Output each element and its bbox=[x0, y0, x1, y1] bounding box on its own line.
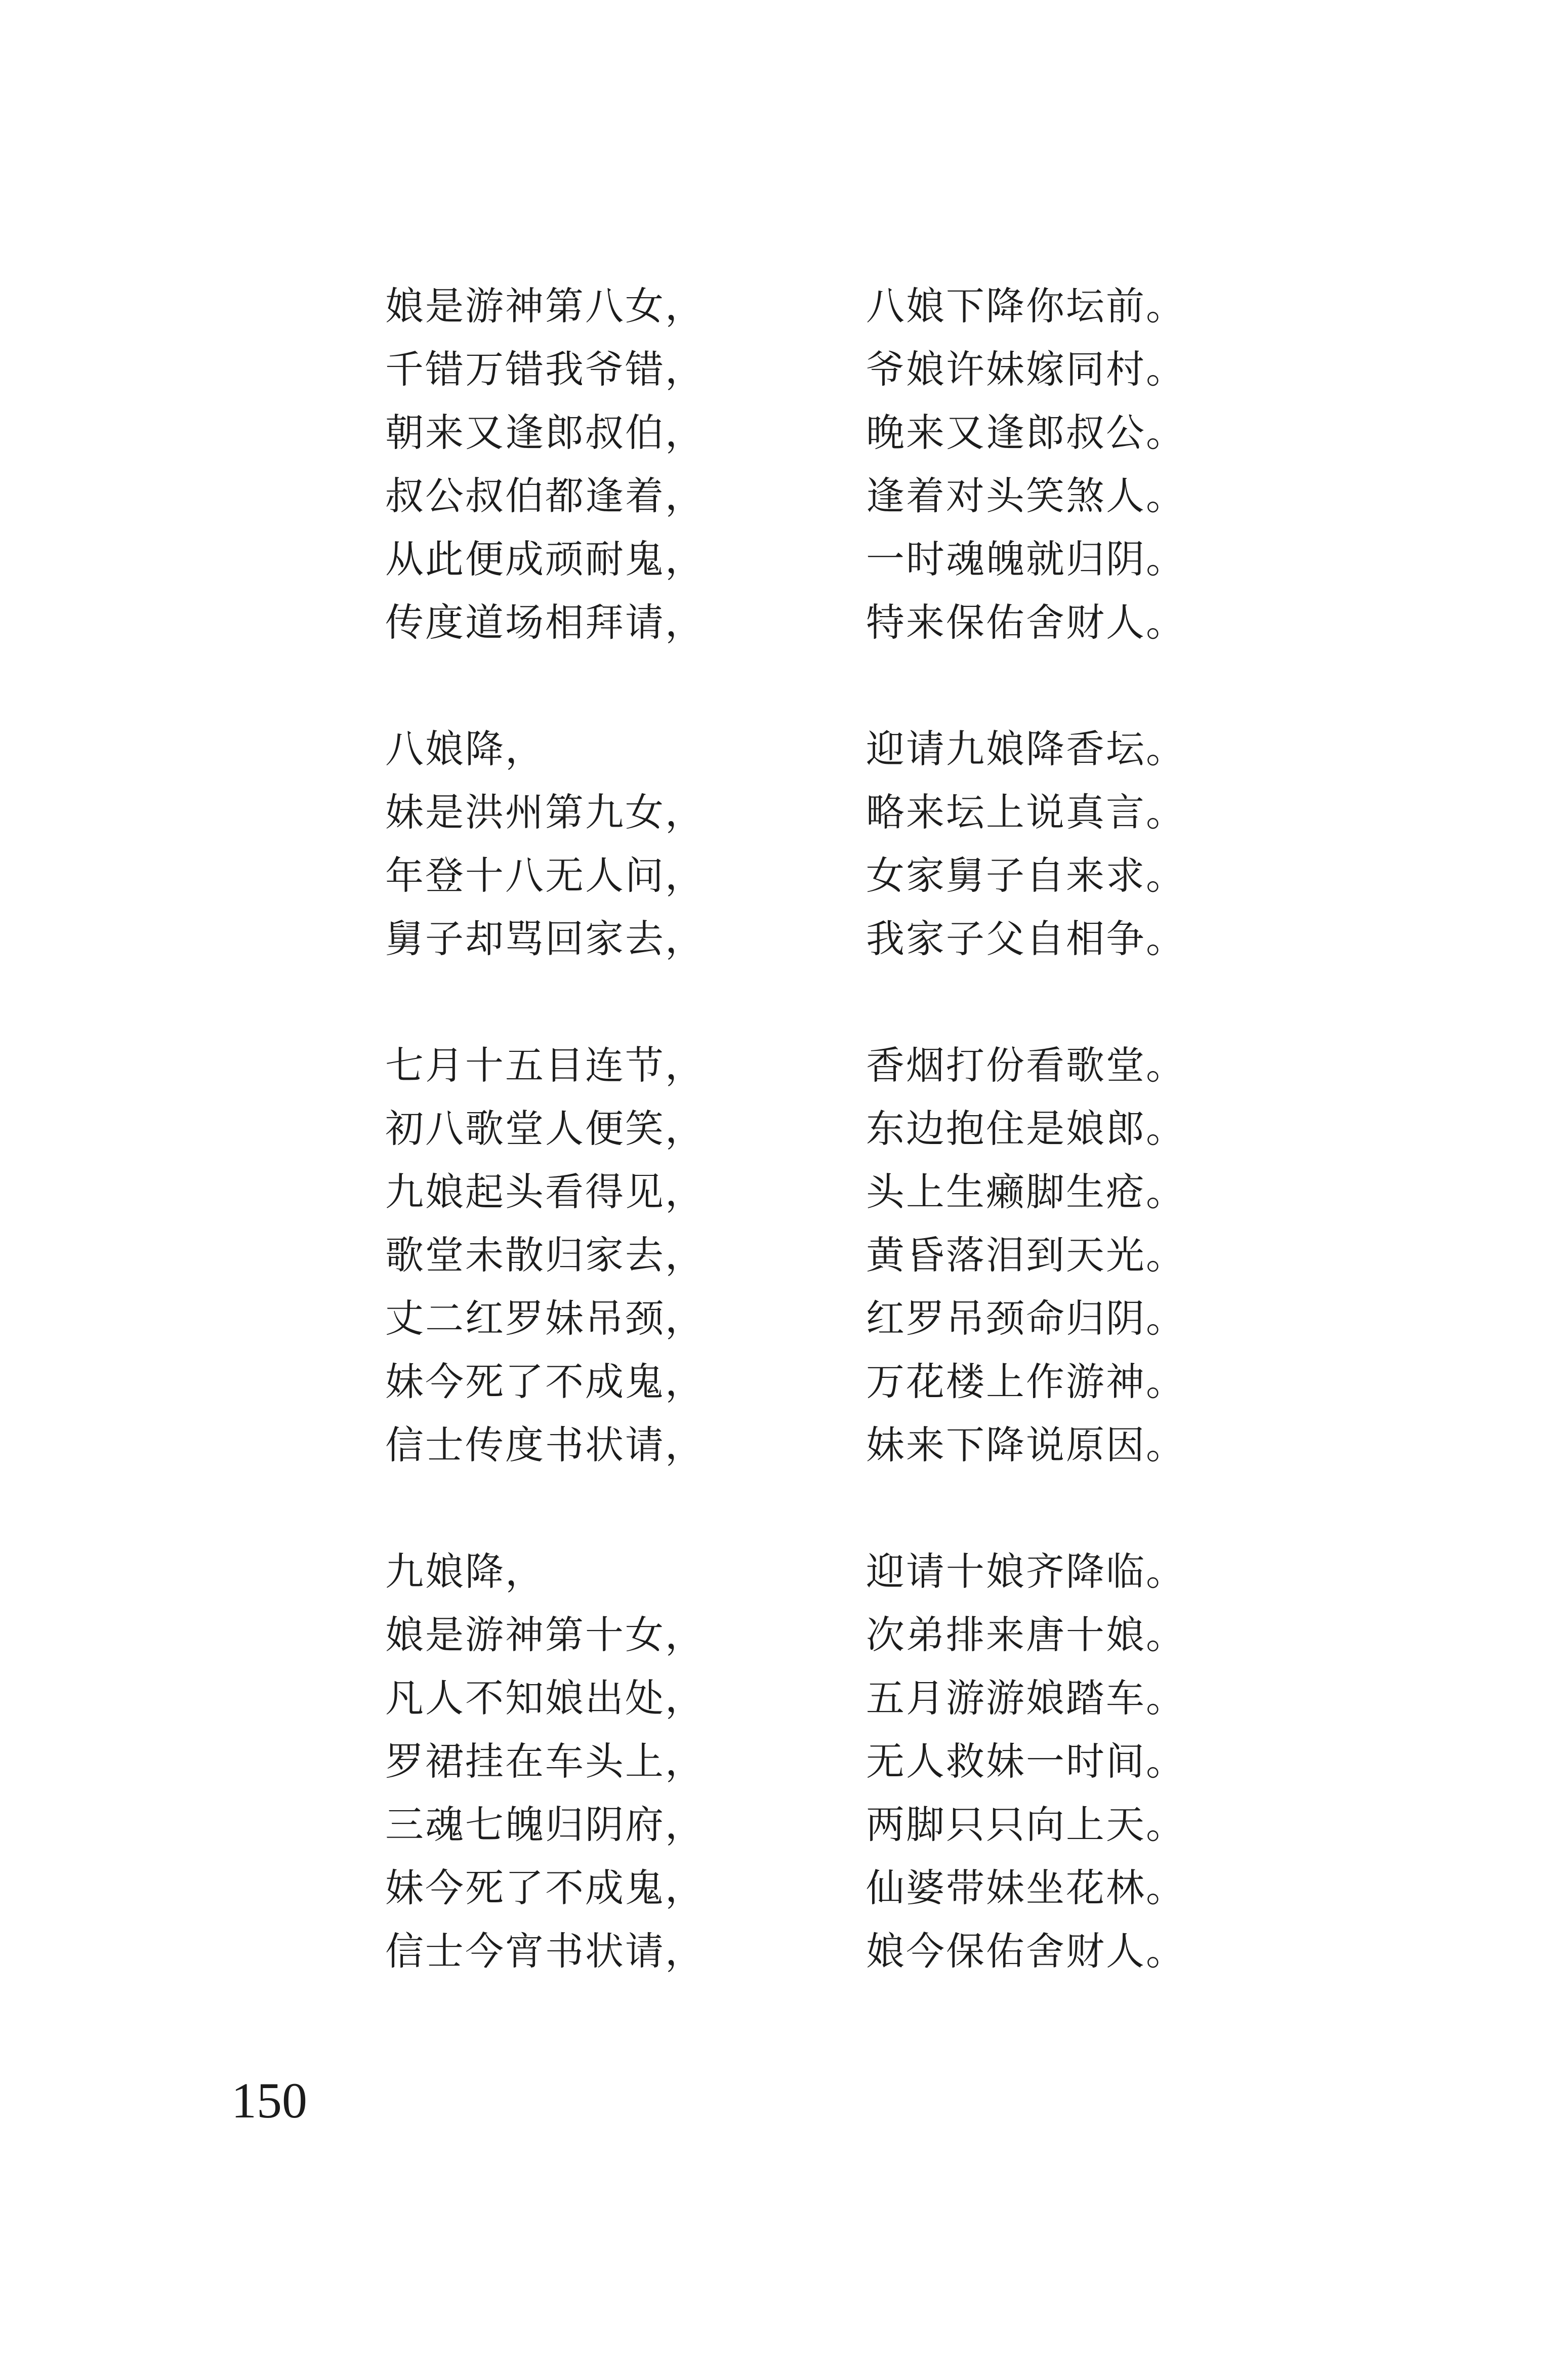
verse-line bbox=[385, 844, 1296, 907]
verse-line-right: 迎请九娘降香坛。 bbox=[866, 726, 1186, 771]
verse-line-left: 九娘起头看得见， bbox=[385, 1169, 705, 1214]
verse-line-right: 次弟排来唐十娘。 bbox=[866, 1612, 1186, 1657]
verse-line-right: 特来保佑舍财人。 bbox=[866, 600, 1186, 645]
verse-line-left: 三魂七魄归阴府， bbox=[385, 1802, 705, 1847]
verse-line bbox=[385, 1097, 1296, 1160]
verse-line bbox=[385, 338, 1296, 401]
verse-line-left: 九娘降， bbox=[385, 1549, 545, 1594]
verse-line bbox=[385, 717, 1296, 781]
verse-line-right: 红罗吊颈命归阴。 bbox=[866, 1296, 1186, 1341]
verse-line-right: 万花楼上作游神。 bbox=[866, 1359, 1186, 1404]
verse-line-right: 迎请十娘齐降临。 bbox=[866, 1549, 1186, 1594]
page-number: 150 bbox=[231, 2072, 307, 2129]
verse-line-left: 七月十五目连节， bbox=[385, 1043, 705, 1088]
verse-line bbox=[385, 1287, 1296, 1350]
verse-line-right: 东边抱住是娘郎。 bbox=[866, 1106, 1186, 1151]
verse-line-right: 妹来下降说原因。 bbox=[866, 1422, 1186, 1467]
verse-line bbox=[385, 1540, 1296, 1603]
verse-line-right: 五月游游娘踏车。 bbox=[866, 1676, 1186, 1721]
verse-line-right: 爷娘许妹嫁同村。 bbox=[866, 347, 1186, 392]
verse-line bbox=[385, 1730, 1296, 1793]
verse-line bbox=[385, 591, 1296, 654]
verse-line bbox=[385, 907, 1296, 970]
verse-line-right: 我家子父自相争。 bbox=[866, 916, 1186, 961]
verse-line-left: 传度道场相拜请， bbox=[385, 600, 705, 645]
stanza-2 bbox=[385, 717, 1296, 970]
verse-line-right: 娘今保佑舍财人。 bbox=[866, 1929, 1186, 1974]
verse-line-left: 妹今死了不成鬼， bbox=[385, 1865, 705, 1910]
verse-line-left: 从此便成顽耐鬼， bbox=[385, 537, 705, 582]
verse-line-left: 娘是游神第十女， bbox=[385, 1612, 705, 1657]
verse-line-left: 年登十八无人问， bbox=[385, 853, 705, 898]
verse-line-left: 丈二红罗妹吊颈， bbox=[385, 1296, 705, 1341]
verse-line-left: 妹今死了不成鬼， bbox=[385, 1359, 705, 1404]
verse-line-left: 娘是游神第八女， bbox=[385, 283, 705, 329]
verse-line-left: 初八歌堂人便笑， bbox=[385, 1106, 705, 1151]
verse-line bbox=[385, 781, 1296, 844]
verse-line bbox=[385, 1413, 1296, 1477]
verse-line bbox=[385, 1919, 1296, 1983]
verse-line bbox=[385, 1856, 1296, 1919]
verse-line bbox=[385, 1666, 1296, 1730]
verse-line-left: 朝来又逢郎叔伯， bbox=[385, 410, 705, 455]
verse-line bbox=[385, 464, 1296, 527]
verse-line-left: 妹是洪州第九女， bbox=[385, 790, 705, 835]
verse-line-right: 女家舅子自来求。 bbox=[866, 853, 1186, 898]
stanza-1 bbox=[385, 274, 1296, 654]
verse-line-left: 信士今宵书状请， bbox=[385, 1929, 705, 1974]
verse-line bbox=[385, 1603, 1296, 1666]
verse-line-left: 歌堂未散归家去， bbox=[385, 1233, 705, 1278]
verse-line-right: 仙婆带妹坐花林。 bbox=[866, 1865, 1186, 1910]
verse-line-right: 晚来又逢郎叔公。 bbox=[866, 410, 1186, 455]
verse-line-right: 无人救妹一时间。 bbox=[866, 1739, 1186, 1784]
verse-line bbox=[385, 274, 1296, 338]
verse-line bbox=[385, 1223, 1296, 1287]
verse-line-left: 叔公叔伯都逢着， bbox=[385, 473, 705, 518]
verse-line bbox=[385, 527, 1296, 591]
verse-line bbox=[385, 1160, 1296, 1223]
verse-line-left: 千错万错我爷错， bbox=[385, 347, 705, 392]
verse-line-left: 罗裙挂在车头上， bbox=[385, 1739, 705, 1784]
verse-body bbox=[385, 274, 1296, 2046]
stanza-3 bbox=[385, 1034, 1296, 1477]
verse-line-right: 两脚只只向上天。 bbox=[866, 1802, 1186, 1847]
verse-line-right: 八娘下降你坛前。 bbox=[866, 283, 1186, 329]
verse-line bbox=[385, 1034, 1296, 1097]
verse-line-left: 信士传度书状请， bbox=[385, 1422, 705, 1467]
verse-line-left: 八娘降， bbox=[385, 726, 545, 771]
verse-line-right: 逢着对头笑煞人。 bbox=[866, 473, 1186, 518]
stanza-4 bbox=[385, 1540, 1296, 1983]
verse-line-right: 黄昏落泪到天光。 bbox=[866, 1233, 1186, 1278]
verse-line-left: 舅子却骂回家去， bbox=[385, 916, 705, 961]
verse-line bbox=[385, 1350, 1296, 1413]
verse-line-left: 凡人不知娘出处， bbox=[385, 1676, 705, 1721]
verse-line-right: 香烟打份看歌堂。 bbox=[866, 1043, 1186, 1088]
verse-line bbox=[385, 1793, 1296, 1856]
verse-line bbox=[385, 401, 1296, 464]
verse-line-right: 头上生癞脚生疮。 bbox=[866, 1169, 1186, 1214]
verse-line-right: 一时魂魄就归阴。 bbox=[866, 537, 1186, 582]
verse-line-right: 略来坛上说真言。 bbox=[866, 790, 1186, 835]
